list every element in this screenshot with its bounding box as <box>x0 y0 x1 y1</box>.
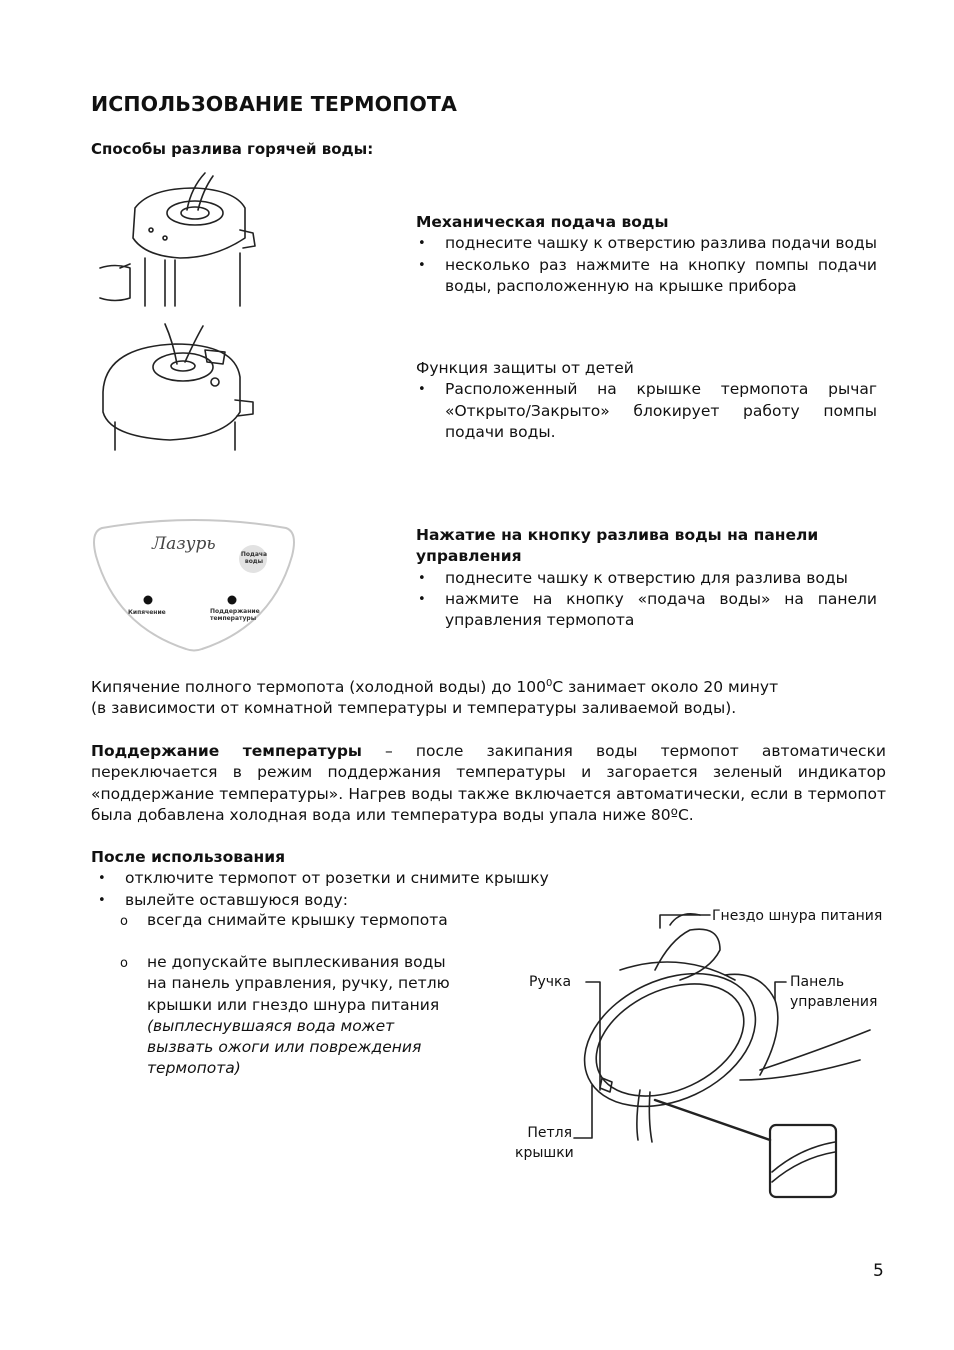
keep-warm-heading: Поддержание температуры <box>91 742 362 760</box>
panel-pour-section <box>416 525 877 631</box>
label-power-socket: Гнездо шнура питания <box>712 908 883 924</box>
page-title: ИСПОЛЬЗОВАНИЕ ТЕРМОПОТА <box>91 92 457 116</box>
pump-press-illustration <box>95 168 270 308</box>
indicator-boil-label: Кипячение <box>128 609 166 616</box>
pour-water-button-line2: воды <box>244 558 264 565</box>
indicator-keep-line1: Поддержание <box>210 608 260 615</box>
indicator-keep-line2: температуры <box>210 615 257 622</box>
boiling-superscript: 0 <box>545 677 553 689</box>
list-item: • нажмите на кнопку «подача воды» на панели управления термопота <box>416 589 877 632</box>
child-lock-section <box>416 358 877 443</box>
after-use-heading: После использования <box>91 848 286 866</box>
keep-warm-text: – после закипания воды термопот автоматически переключается в режим поддержания температуры и загорается зеленый индикатор «поддержание температуры». Нагрев воды также включается автоматически, если в термопот была добавлена холодная вода или температура воды упала ниже 80ºС. <box>91 742 886 824</box>
warning-text: (выплеснувшаяся вода может вызвать ожоги или повреждения термопота) <box>147 1016 422 1078</box>
label-lid-hinge-line2: крышки <box>515 1145 574 1161</box>
mechanical-pour-section <box>416 212 877 297</box>
boiling-text-line2: (в зависимости от комнатной температуры и температуры заливаемой воды). <box>91 699 737 718</box>
control-panel-illustration <box>92 516 296 652</box>
boiling-text-part1: Кипячение полного термопота (холодной воды) до 100 <box>91 678 546 696</box>
list-item: • Расположенный на крышке термопота рычаг «Открыто/Закрыто» блокирует работу помпы подачи воды. <box>416 379 877 443</box>
indicator-keep-warm-label <box>210 608 260 622</box>
list-item: • поднесите чашку к отверстию для разлива воды <box>416 568 877 589</box>
after-use-sub-list <box>120 910 450 931</box>
list-item <box>120 952 455 1080</box>
brand-logo: Лазурь <box>152 534 216 554</box>
pouring-diagram <box>560 910 880 1205</box>
boiling-paragraph <box>91 677 886 720</box>
pour-water-button[interactable] <box>240 551 268 565</box>
pour-water-button-line1: Подача <box>240 551 268 558</box>
panel-pour-heading: Нажатие на кнопку разлива воды на панели управления <box>416 526 819 566</box>
label-control-panel <box>790 972 877 1012</box>
after-use-sub-list-2 <box>120 952 455 1080</box>
sub-bullet-text: не допускайте выплескивания воды на панель управления, ручку, петлю крышки или гнездо шнура питания <box>147 953 450 1014</box>
page-number: 5 <box>873 1261 884 1281</box>
child-lock-illustration <box>95 322 265 457</box>
label-handle: Ручка <box>529 974 572 990</box>
label-lid-hinge-line1: Петля <box>527 1125 572 1141</box>
section-subtitle: Способы разлива горячей воды: <box>91 140 374 158</box>
list-item: o всегда снимайте крышку термопота <box>120 910 450 931</box>
label-control-panel-line2: управления <box>790 994 878 1010</box>
list-item: • вылейте оставшуюся воду: <box>96 890 551 911</box>
label-lid-hinge <box>515 1123 572 1163</box>
boiling-text-part2: С занимает около 20 минут <box>552 678 779 696</box>
keep-warm-paragraph <box>91 741 886 826</box>
mechanical-pour-heading: Механическая подача воды <box>416 213 669 231</box>
list-item: • отключите термопот от розетки и снимите крышку <box>96 868 551 889</box>
label-control-panel-line1: Панель <box>790 974 845 990</box>
list-item: • несколько раз нажмите на кнопку помпы подачи воды, расположенную на крышке прибора <box>416 255 877 298</box>
child-lock-heading: Функция защиты от детей <box>416 359 634 377</box>
list-item: • поднесите чашку к отверстию разлива подачи воды <box>416 233 877 254</box>
after-use-section <box>91 847 551 911</box>
